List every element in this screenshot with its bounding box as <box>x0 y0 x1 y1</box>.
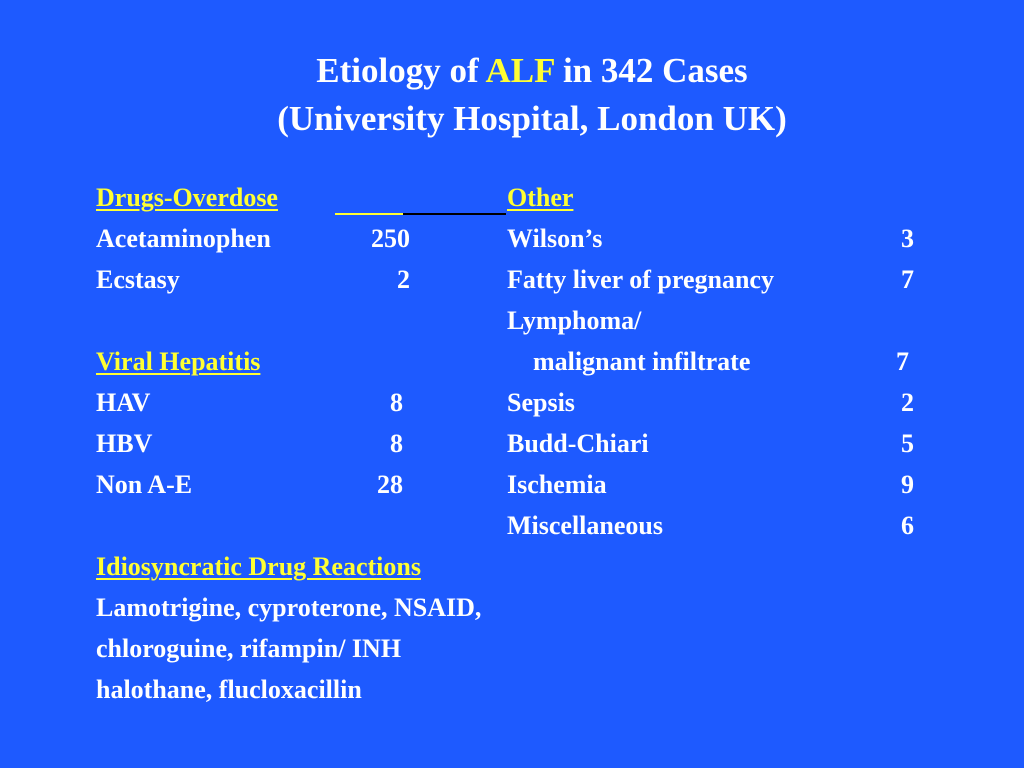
list-item-label: Sepsis <box>507 388 575 417</box>
list-item-value: 250 <box>371 224 410 253</box>
list-item-value: 28 <box>377 470 403 499</box>
drugs-overdose-heading: Drugs-Overdose <box>96 183 278 212</box>
list-item-label: Ischemia <box>507 470 607 499</box>
drug-reaction-line: halothane, flucloxacillin <box>96 675 362 704</box>
list-item-label: Acetaminophen <box>96 224 271 253</box>
list-item-value: 8 <box>390 388 403 417</box>
list-item-label: Lymphoma/ <box>507 306 642 335</box>
list-item-label: Miscellaneous <box>507 511 663 540</box>
list-item-value: 9 <box>901 470 914 499</box>
slide-title <box>0 50 1024 92</box>
heading-underline-extension <box>335 213 403 215</box>
separator-underline <box>403 213 506 215</box>
slide-subtitle: (University Hospital, London UK) <box>277 99 787 138</box>
list-item-label: Budd-Chiari <box>507 429 649 458</box>
list-item-label: malignant infiltrate <box>533 347 751 376</box>
title-prefix: Etiology of <box>316 51 486 90</box>
list-item-label: HBV <box>96 429 153 458</box>
list-item-label: Fatty liver of pregnancy <box>507 265 774 294</box>
drug-reaction-line: chloroguine, rifampin/ INH <box>96 634 402 663</box>
list-item-value: 2 <box>901 388 914 417</box>
idiosyncratic-heading: Idiosyncratic Drug Reactions <box>96 552 421 581</box>
list-item-label: Wilson’s <box>507 224 603 253</box>
title-highlight: ALF <box>485 51 555 90</box>
list-item-value: 7 <box>896 347 909 376</box>
list-item-label: Non A-E <box>96 470 193 499</box>
list-item-value: 8 <box>390 429 403 458</box>
list-item-label: HAV <box>96 388 151 417</box>
other-heading: Other <box>507 183 574 212</box>
list-item-value: 6 <box>901 511 914 540</box>
title-suffix: in 342 Cases <box>554 51 748 90</box>
list-item-value: 2 <box>397 265 410 294</box>
list-item-value: 3 <box>901 224 914 253</box>
list-item-label: Ecstasy <box>96 265 180 294</box>
drug-reaction-line: Lamotrigine, cyproterone, NSAID, <box>96 593 482 622</box>
list-item-value: 7 <box>901 265 914 294</box>
viral-hepatitis-heading: Viral Hepatitis <box>96 347 261 376</box>
list-item-value: 5 <box>901 429 914 458</box>
